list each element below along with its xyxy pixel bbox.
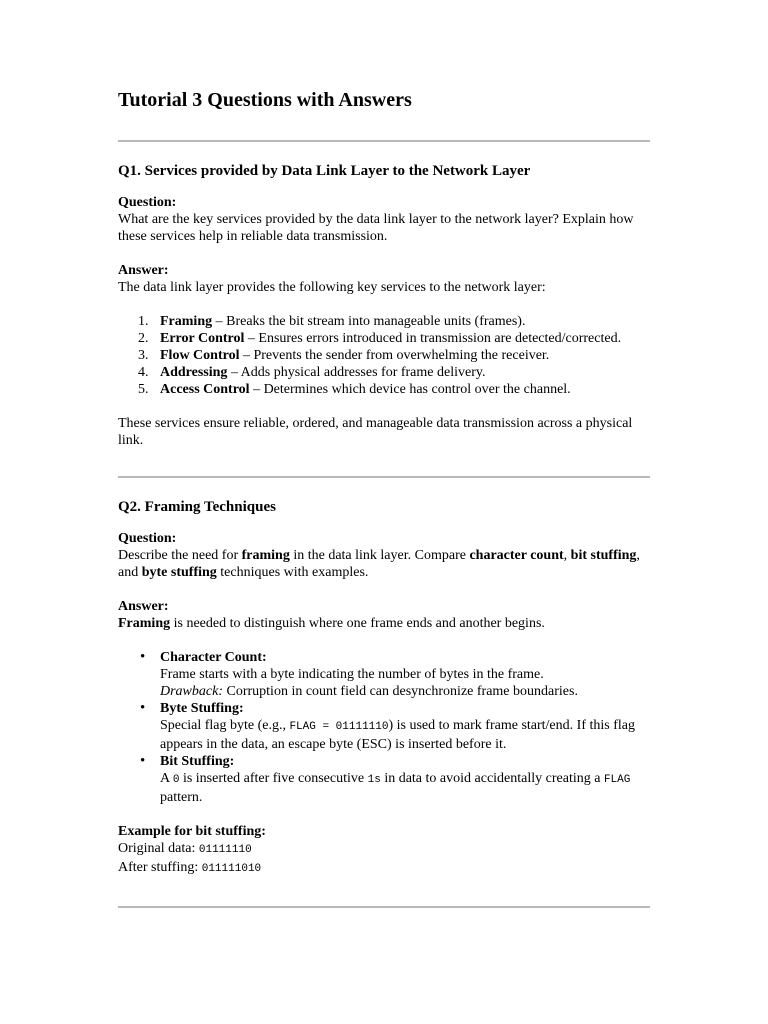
drawback-line [160, 683, 650, 700]
text-run: is needed to distinguish where one frame ends and another begins. [170, 616, 545, 631]
divider [118, 140, 650, 142]
list-item [138, 381, 650, 398]
list-item [138, 330, 650, 347]
technique-desc [160, 770, 650, 806]
list-number: 5. [138, 382, 149, 397]
q1-section [118, 161, 650, 449]
after-stuffing-label: After stuffing: [118, 860, 202, 875]
original-data-line [118, 840, 650, 859]
q1-question-text: What are the key services provided by the data link layer to the network layer? Explain how these services help in reliable data transmission. [118, 212, 634, 244]
bold-term: framing [241, 548, 290, 563]
service-desc: – Determines which device has control over the channel. [249, 382, 571, 397]
service-term: Access Control [160, 382, 250, 397]
text-run: A [160, 771, 173, 786]
q2-section [118, 497, 650, 878]
bit-stuffing-example [118, 823, 650, 878]
bold-term: bit stuffing [570, 548, 637, 563]
bold-term: character count [469, 548, 564, 563]
q2-answer-intro [118, 615, 650, 632]
list-item [160, 649, 650, 700]
code-snippet: 1s [367, 774, 381, 786]
bold-term: byte stuffing [141, 565, 217, 580]
text-run: is inserted after five consecutive [179, 771, 368, 786]
after-stuffing-value: 011111010 [201, 863, 262, 875]
q1-answer-intro: The data link layer provides the following key services to the network layer: [118, 280, 546, 295]
after-stuffing-line [118, 859, 650, 878]
services-list [118, 313, 650, 398]
service-desc: – Adds physical addresses for frame delivery. [227, 365, 486, 380]
service-term: Error Control [160, 331, 245, 346]
original-data-value: 01111110 [198, 844, 252, 856]
list-item [138, 313, 650, 330]
service-desc: – Prevents the sender from overwhelming the receiver. [239, 348, 550, 363]
text-run: techniques with examples. [216, 565, 369, 580]
bold-term: Framing [118, 616, 171, 631]
service-term: Addressing [160, 365, 228, 380]
list-number: 3. [138, 348, 149, 363]
example-label: Example for bit stuffing: [118, 824, 266, 839]
q2-answer-label: Answer: [118, 599, 169, 614]
service-term: Flow Control [160, 348, 240, 363]
q2-question-text [118, 547, 650, 581]
technique-title: • Character Count: [160, 650, 267, 665]
code-snippet: FLAG = 01111110 [289, 721, 389, 733]
text-run: Corruption in count field can desynchronize frame boundaries. [223, 684, 578, 699]
service-desc: – Breaks the bit stream into manageable units (frames). [212, 314, 526, 329]
text-run: , [563, 548, 571, 563]
text-run: Special flag byte (e.g., [160, 718, 290, 733]
techniques-list [118, 649, 650, 806]
list-number: 2. [138, 331, 149, 346]
drawback-label: Drawback: [160, 684, 223, 699]
technique-desc: Frame starts with a byte indicating the number of bytes in the frame. [160, 667, 544, 682]
q1-question-label: Question: [118, 195, 177, 210]
code-snippet: 0 [172, 774, 180, 786]
service-desc: – Ensures errors introduced in transmission are detected/corrected. [244, 331, 622, 346]
text-run: Describe the need for [118, 548, 242, 563]
q2-heading: Q2. Framing Techniques [118, 499, 276, 515]
list-number: 4. [138, 365, 149, 380]
text-run: ) is used to mark frame start/end. If this flag appears in the data, an escape byte (ESC) is inserted before it. [160, 718, 635, 752]
q2-question-label: Question: [118, 531, 177, 546]
list-item [160, 700, 650, 753]
list-item [160, 753, 650, 806]
technique-title: • Byte Stuffing: [160, 701, 244, 716]
q1-conclusion: These services ensure reliable, ordered, and manageable data transmission across a physical link. [118, 416, 633, 448]
service-term: Framing [160, 314, 213, 329]
divider [118, 906, 650, 908]
technique-title: • Bit Stuffing: [160, 754, 235, 769]
text-run: in the data link layer. Compare [289, 548, 470, 563]
page-title: Tutorial 3 Questions with Answers [118, 89, 412, 111]
document-page [118, 86, 650, 908]
code-snippet: FLAG [603, 774, 631, 786]
list-item [138, 347, 650, 364]
text-run: pattern. [160, 790, 203, 805]
list-item [138, 364, 650, 381]
divider [118, 476, 650, 478]
q1-heading: Q1. Services provided by Data Link Layer to the Network Layer [118, 163, 531, 179]
text-run: in data to avoid accidentally creating a [380, 771, 604, 786]
q1-answer-label: Answer: [118, 263, 169, 278]
technique-desc [160, 717, 650, 753]
list-number: 1. [138, 314, 149, 329]
original-data-label: Original data: [118, 841, 199, 856]
text-run: , and [118, 548, 640, 580]
